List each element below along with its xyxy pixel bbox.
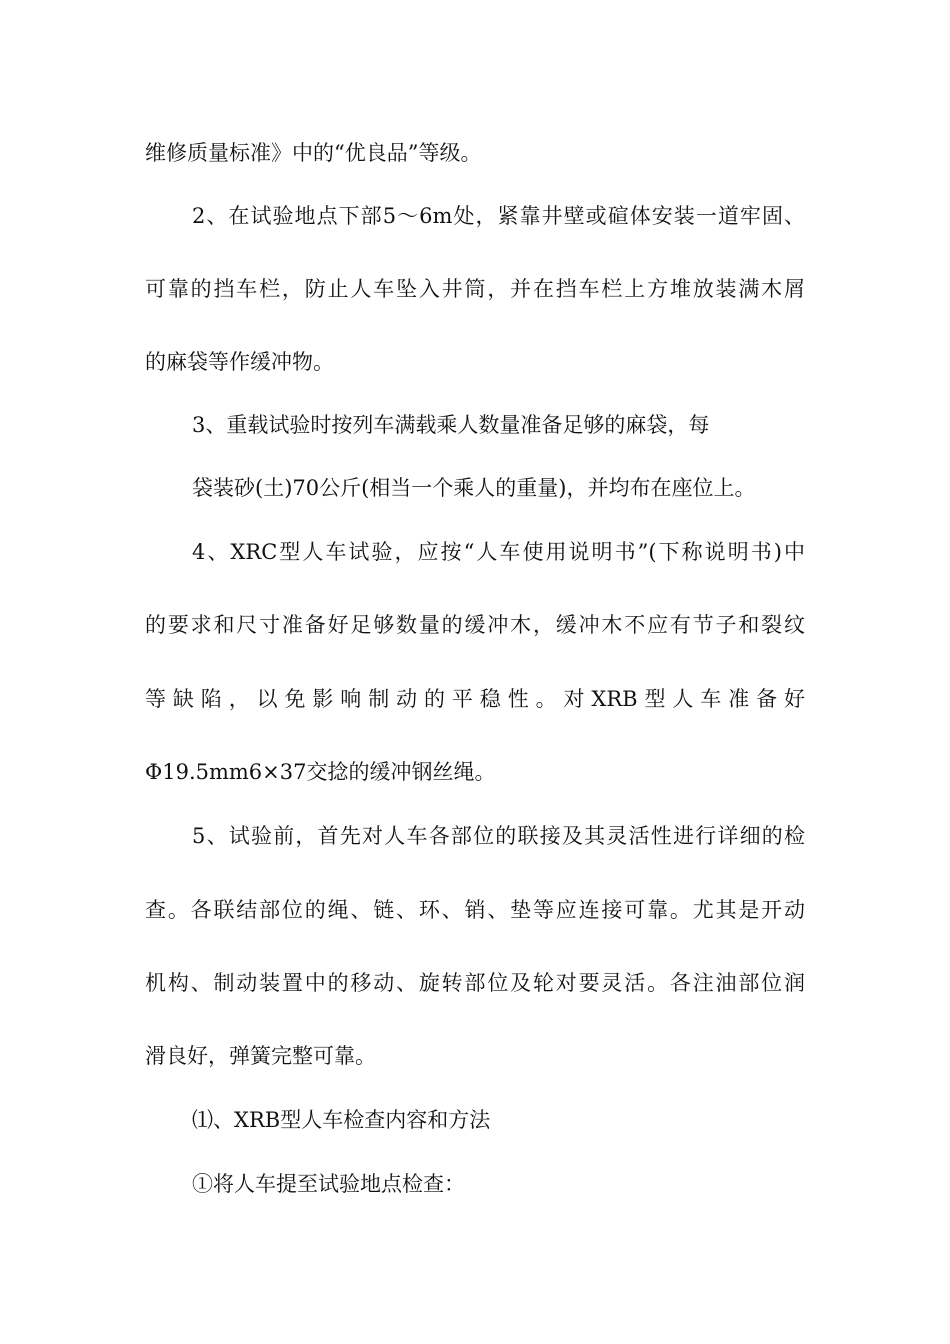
text-line-13: 机构、制动装置中的移动、旋转部位及轮对要灵活。各注油部位润 xyxy=(145,971,805,995)
text-line-3: 可靠的挡车栏，防止人车坠入井筒，并在挡车栏上方堆放装满木屑 xyxy=(145,277,805,301)
text-line-8: 的要求和尺寸准备好足够数量的缓冲木，缓冲木不应有节子和裂纹 xyxy=(145,613,805,637)
text-line-4: 的麻袋等作缓冲物。 xyxy=(145,350,334,374)
text-line-14: 滑良好，弹簧完整可靠。 xyxy=(145,1044,376,1068)
text-line-1: 维修质量标准》中的“优良品”等级。 xyxy=(145,141,482,165)
text-line-11: 5、试验前，首先对人车各部位的联接及其灵活性进行详细的检 xyxy=(192,824,805,848)
text-line-9: 等缺陷，以免影响制动的平稳性。对XRB型人车准备好 xyxy=(145,687,805,711)
text-line-5: 3、重载试验时按列车满载乘人数量准备足够的麻袋，每 xyxy=(192,413,710,437)
text-line-16: ①将人车提至试验地点检查： xyxy=(192,1172,465,1196)
text-line-7: 4、XRC型人车试验，应按“人车使用说明书”(下称说明书)中 xyxy=(192,540,805,564)
text-line-6: 袋装砂(土)70公斤(相当一个乘人的重量)，并均布在座位上。 xyxy=(192,476,756,500)
text-line-12: 查。各联结部位的绳、链、环、销、垫等应连接可靠。尤其是开动 xyxy=(145,898,805,922)
text-line-2: 2、在试验地点下部5～6m处，紧靠井壁或碹体安装一道牢固、 xyxy=(192,204,805,228)
text-line-10: Φ19.5mm6×37交捻的缓冲钢丝绳。 xyxy=(145,760,496,784)
text-line-15: ⑴、XRB型人车检查内容和方法 xyxy=(192,1108,491,1132)
